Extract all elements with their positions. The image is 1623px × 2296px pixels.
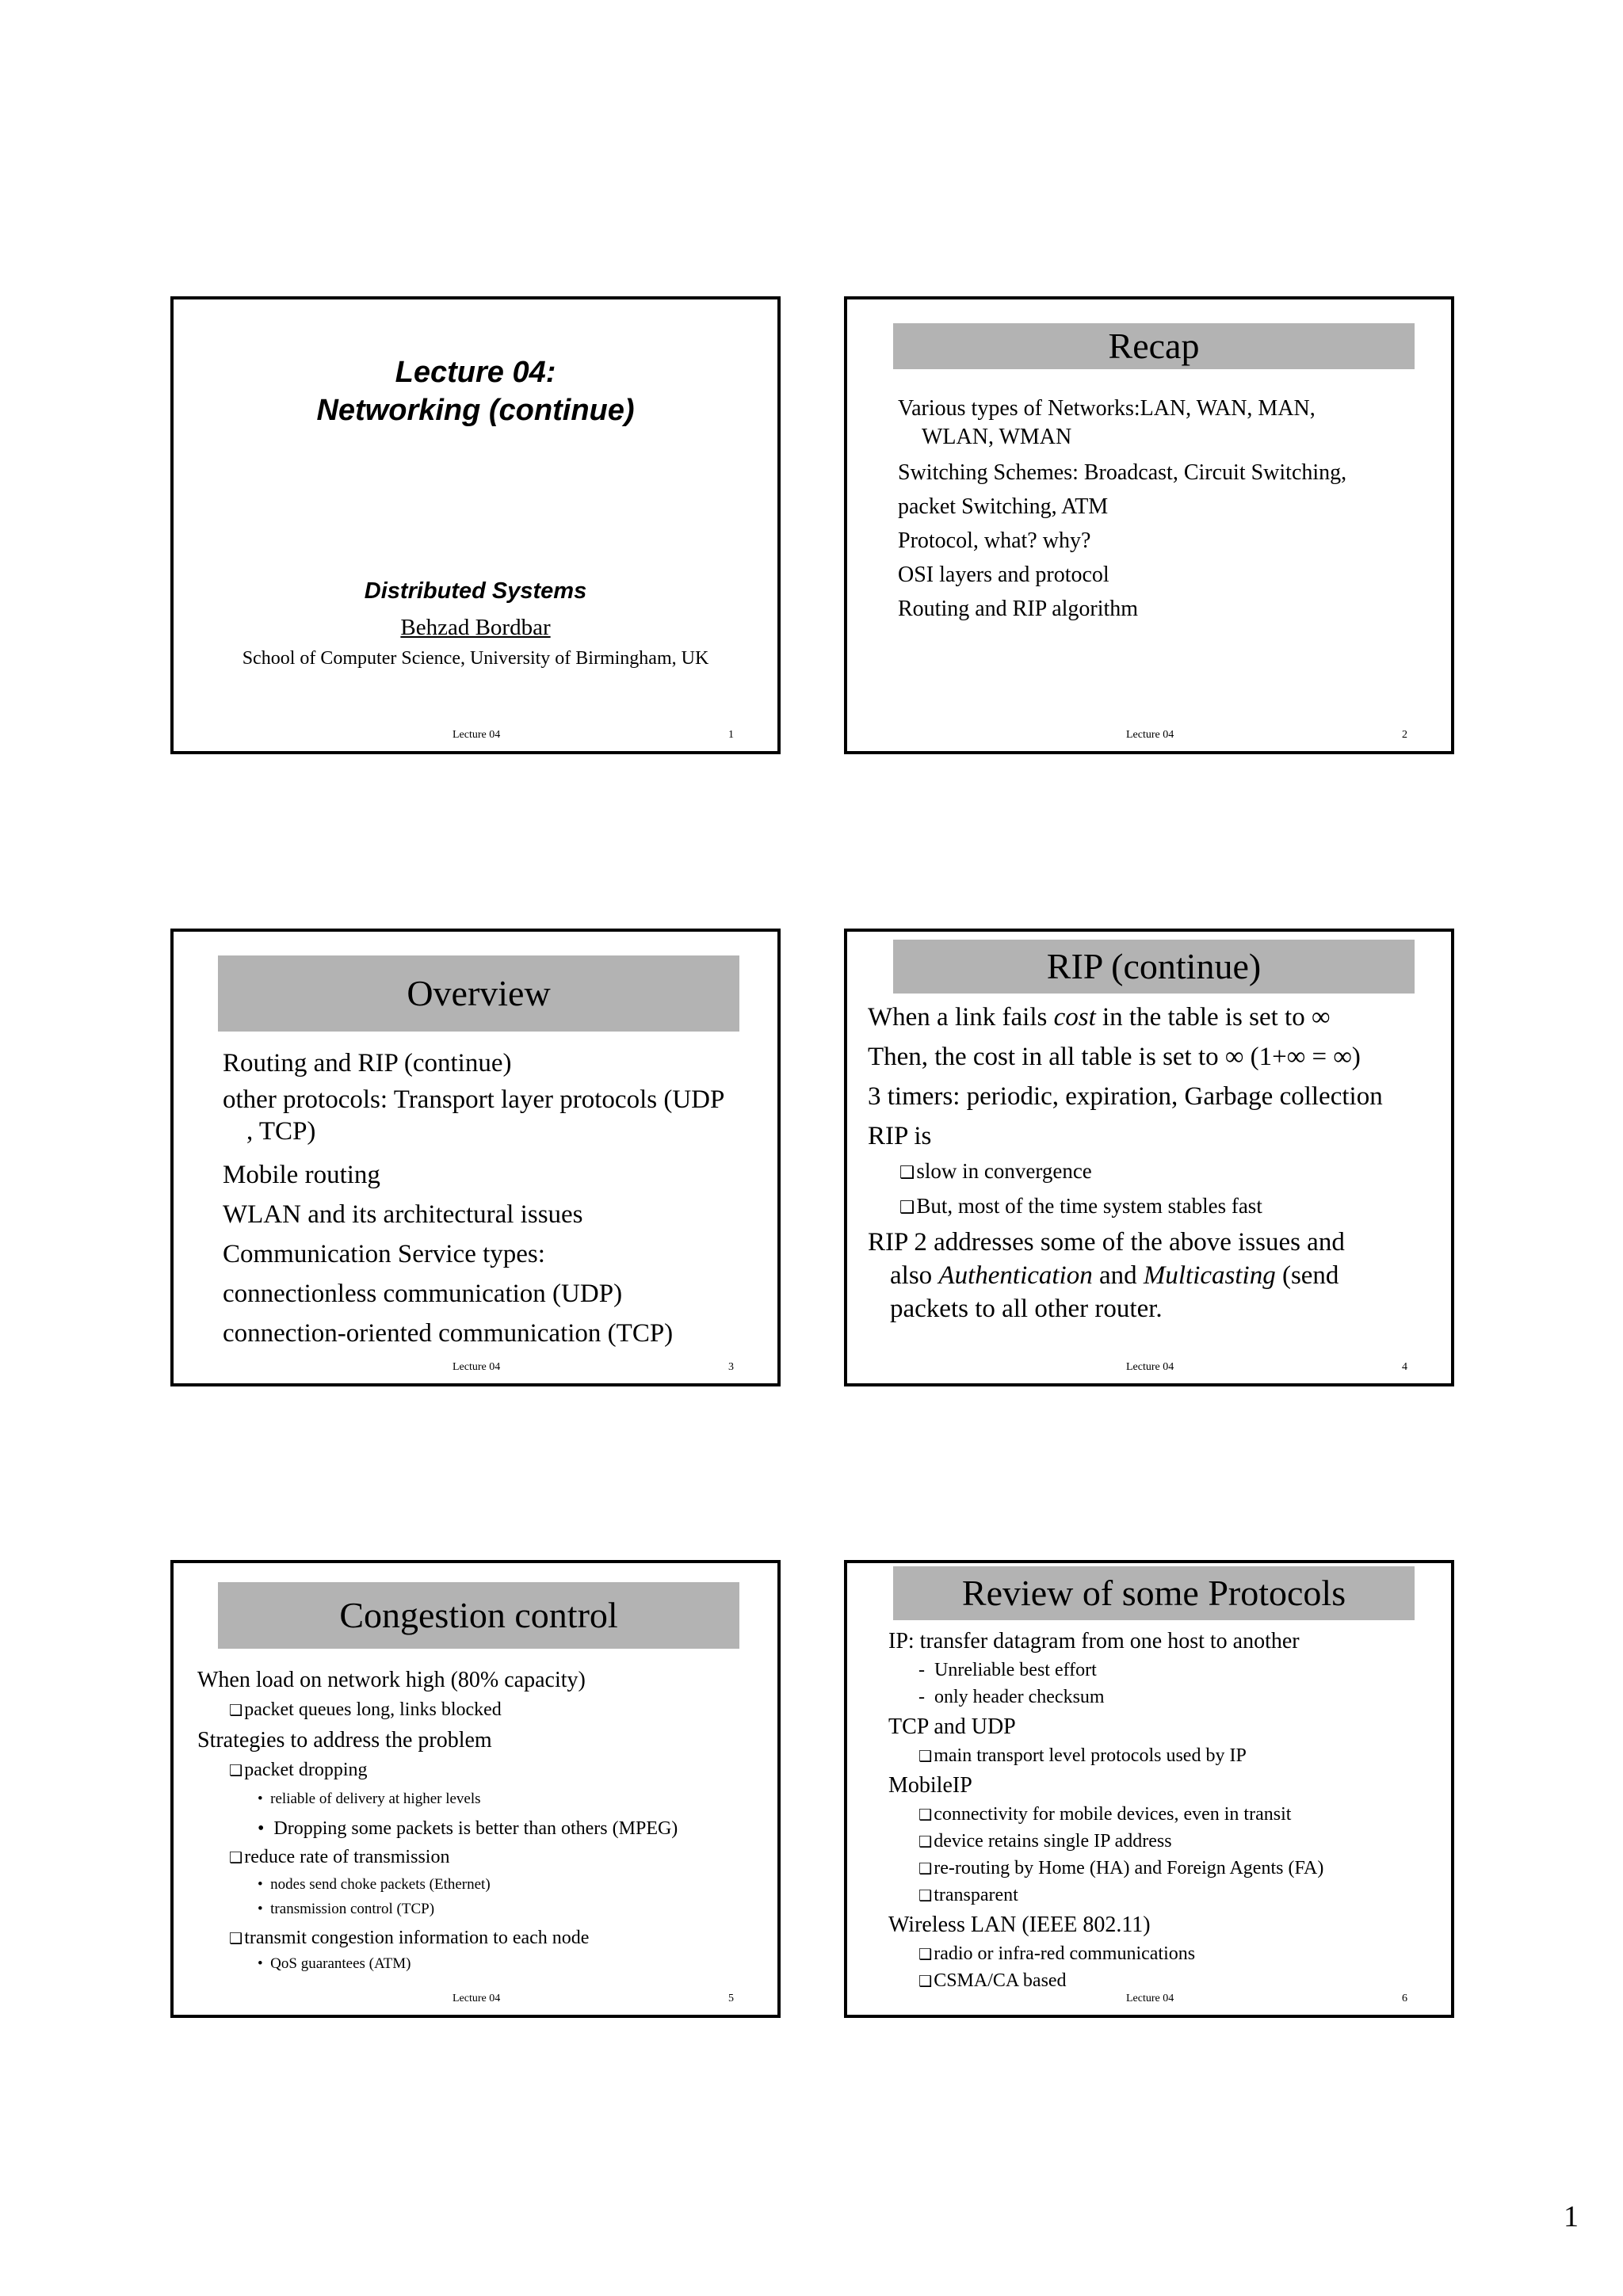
text-run: transmission control (TCP) (270, 1901, 435, 1917)
dash-bullet-icon: - (918, 1660, 934, 1680)
slide-number: 1 (728, 729, 734, 741)
checkbox-bullet-icon: ❑ (899, 1198, 915, 1218)
slide-5 (170, 1560, 781, 2018)
sub-bullet (197, 1696, 678, 1725)
text-run: main transport level protocols used by IP (934, 1745, 1247, 1766)
text-run: device retains single IP address (934, 1831, 1172, 1852)
text-run: Unreliable best effort (934, 1660, 1097, 1680)
checkbox-bullet-icon: ❑ (899, 1163, 915, 1183)
sub-bullet (888, 1855, 1323, 1882)
slide-body (898, 396, 1346, 631)
sub-sub-bullet (197, 1953, 678, 1975)
dot-bullet-icon: • (258, 1901, 271, 1917)
text-run: re-routing by Home (HA) and Foreign Agents (FA) (934, 1858, 1324, 1878)
text-run: only header checksum (934, 1687, 1105, 1707)
checkbox-bullet-icon: ❑ (918, 1747, 933, 1765)
text-line: packet Switching, ATM (898, 494, 1109, 519)
sub-bullet (888, 1882, 1323, 1910)
text-line: Routing and RIP (continue) (223, 1049, 512, 1077)
sub-bullet (888, 1801, 1323, 1828)
slide-number: 5 (728, 1993, 734, 2004)
text-run: But, most of the time system stables fast (916, 1194, 1262, 1218)
text-run: connectivity for mobile devices, even in transit (934, 1804, 1292, 1825)
footer-label: Lecture 04 (453, 729, 501, 741)
text-run: transmit congestion information to each node (244, 1928, 590, 1948)
sub-bullet (888, 1742, 1323, 1771)
slide-body (868, 1001, 1383, 1326)
text-line: MobileIP (888, 1773, 972, 1798)
text-line: When load on network high (80% capacity) (197, 1668, 586, 1692)
footer-label: Lecture 04 (453, 1993, 501, 2004)
text-run: QoS guarantees (ATM) (270, 1955, 411, 1972)
sub-bullet (197, 1924, 678, 1953)
sub-bullet (197, 1844, 678, 1872)
text-run: reduce rate of transmission (244, 1847, 450, 1867)
text-line: Wireless LAN (IEEE 802.11) (888, 1913, 1151, 1937)
checkbox-bullet-icon: ❑ (229, 1929, 243, 1947)
checkbox-bullet-icon: ❑ (229, 1761, 243, 1779)
slide-body (223, 1043, 724, 1353)
course-name: Distributed Systems (364, 578, 587, 604)
text-run: packet queues long, links blocked (244, 1699, 502, 1720)
text-line: RIP 2 addresses some of the above issues and (868, 1228, 1345, 1257)
slide-title: RIP (continue) (893, 940, 1415, 994)
text-line: Strategies to address the problem (197, 1728, 492, 1753)
text-line: Communication Service types: (223, 1240, 545, 1268)
title-line-1: Lecture 04: (395, 356, 556, 389)
slide-body (888, 1627, 1323, 1994)
sub-bullet (888, 1940, 1323, 1967)
slide-title: Congestion control (218, 1582, 739, 1649)
text-run: CSMA/CA based (934, 1970, 1067, 1991)
text-line: packets to all other router. (890, 1295, 1163, 1323)
text-run: reliable of delivery at higher levels (270, 1791, 481, 1807)
sub-sub-bullet (197, 1897, 678, 1924)
text-run: packet dropping (244, 1760, 368, 1780)
dot-bullet-icon: • (258, 1955, 271, 1972)
footer-label: Lecture 04 (1126, 729, 1174, 741)
footer-label: Lecture 04 (1126, 1361, 1174, 1373)
page-number: 1 (1564, 2200, 1579, 2233)
text-run-italic: Authentication (938, 1261, 1093, 1290)
text-line: OSI layers and protocol (898, 563, 1109, 587)
author-name: Behzad Bordbar (400, 615, 551, 640)
text-line: connection-oriented communication (TCP) (223, 1319, 674, 1348)
slide-title (174, 353, 777, 429)
checkbox-bullet-icon: ❑ (918, 1972, 933, 1990)
text-line: , TCP) (246, 1117, 316, 1146)
slide-body (197, 1665, 678, 1975)
text-line: Routing and RIP algorithm (898, 597, 1139, 621)
text-line: Then, the cost in all table is set to ∞ (1+∞ = ∞) (868, 1043, 1361, 1071)
text-run: nodes send choke packets (Ethernet) (270, 1876, 491, 1893)
footer-label: Lecture 04 (453, 1361, 501, 1373)
text-line: Various types of Networks:LAN, WAN, MAN, (898, 396, 1316, 421)
text-run: and (1092, 1261, 1144, 1290)
text-run: When a link fails (868, 1003, 1054, 1032)
slide-title: Review of some Protocols (893, 1566, 1415, 1620)
sub-sub-bullet (197, 1872, 678, 1897)
sub-bullet (888, 1967, 1323, 1994)
text-line: Protocol, what? why? (898, 528, 1091, 553)
text-run: (send (1275, 1261, 1339, 1290)
slide-number: 2 (1402, 729, 1407, 741)
sub-item (888, 1684, 1323, 1712)
text-run: radio or infra-red communications (934, 1943, 1196, 1964)
text-line: Mobile routing (223, 1161, 380, 1189)
text-line: RIP is (868, 1122, 932, 1150)
text-line: Switching Schemes: Broadcast, Circuit Switching, (898, 460, 1347, 485)
text-line: 3 timers: periodic, expiration, Garbage collection (868, 1082, 1383, 1111)
slide-3 (170, 929, 781, 1386)
sub-bullet (197, 1756, 678, 1785)
checkbox-bullet-icon: ❑ (918, 1806, 933, 1824)
text-run: Dropping some packets is better than others (MPEG) (273, 1818, 678, 1839)
sub-item (888, 1657, 1323, 1684)
sub-bullet (888, 1828, 1323, 1855)
title-line-2: Networking (continue) (316, 394, 635, 427)
checkbox-bullet-icon: ❑ (918, 1886, 933, 1905)
slide-number: 3 (728, 1361, 734, 1373)
slide-title: Recap (893, 323, 1415, 369)
text-line: IP: transfer datagram from one host to another (888, 1629, 1300, 1653)
sub-sub-bullet (197, 1814, 678, 1844)
text-run: also (890, 1261, 939, 1290)
slide-6 (844, 1560, 1454, 2018)
dot-bullet-icon: • (258, 1791, 271, 1807)
text-line: connectionless communication (UDP) (223, 1280, 623, 1308)
text-run: transparent (934, 1885, 1018, 1905)
text-run-italic: Multicasting (1143, 1261, 1276, 1290)
slide-number: 6 (1402, 1993, 1407, 2004)
checkbox-bullet-icon: ❑ (918, 1945, 933, 1963)
school-name: School of Computer Science, University of Birmingham, UK (242, 648, 709, 669)
checkbox-bullet-icon: ❑ (229, 1701, 243, 1719)
dash-bullet-icon: - (918, 1687, 934, 1707)
text-line: WLAN, WMAN (922, 425, 1072, 449)
text-line (868, 1001, 1383, 1041)
checkbox-bullet-icon: ❑ (918, 1833, 933, 1851)
sub-bullet (868, 1190, 1383, 1226)
slide-title: Overview (218, 955, 739, 1032)
sub-sub-bullet (197, 1785, 678, 1814)
slide-4 (844, 929, 1454, 1386)
checkbox-bullet-icon: ❑ (918, 1859, 933, 1878)
slide-1 (170, 296, 781, 754)
footer-label: Lecture 04 (1126, 1993, 1174, 2004)
text-run-italic: cost (1053, 1003, 1096, 1032)
checkbox-bullet-icon: ❑ (229, 1848, 243, 1867)
text-line (868, 1260, 1383, 1293)
text-run: slow in convergence (916, 1159, 1092, 1183)
slide-number: 4 (1402, 1361, 1407, 1373)
dot-bullet-icon: • (258, 1818, 274, 1839)
text-line: other protocols: Transport layer protocols (UDP (223, 1085, 725, 1114)
text-run: in the table is set to ∞ (1095, 1003, 1331, 1032)
text-line: WLAN and its architectural issues (223, 1200, 583, 1229)
text-line: TCP and UDP (888, 1714, 1016, 1739)
sub-bullet (868, 1157, 1383, 1190)
dot-bullet-icon: • (258, 1876, 271, 1893)
slide-2 (844, 296, 1454, 754)
